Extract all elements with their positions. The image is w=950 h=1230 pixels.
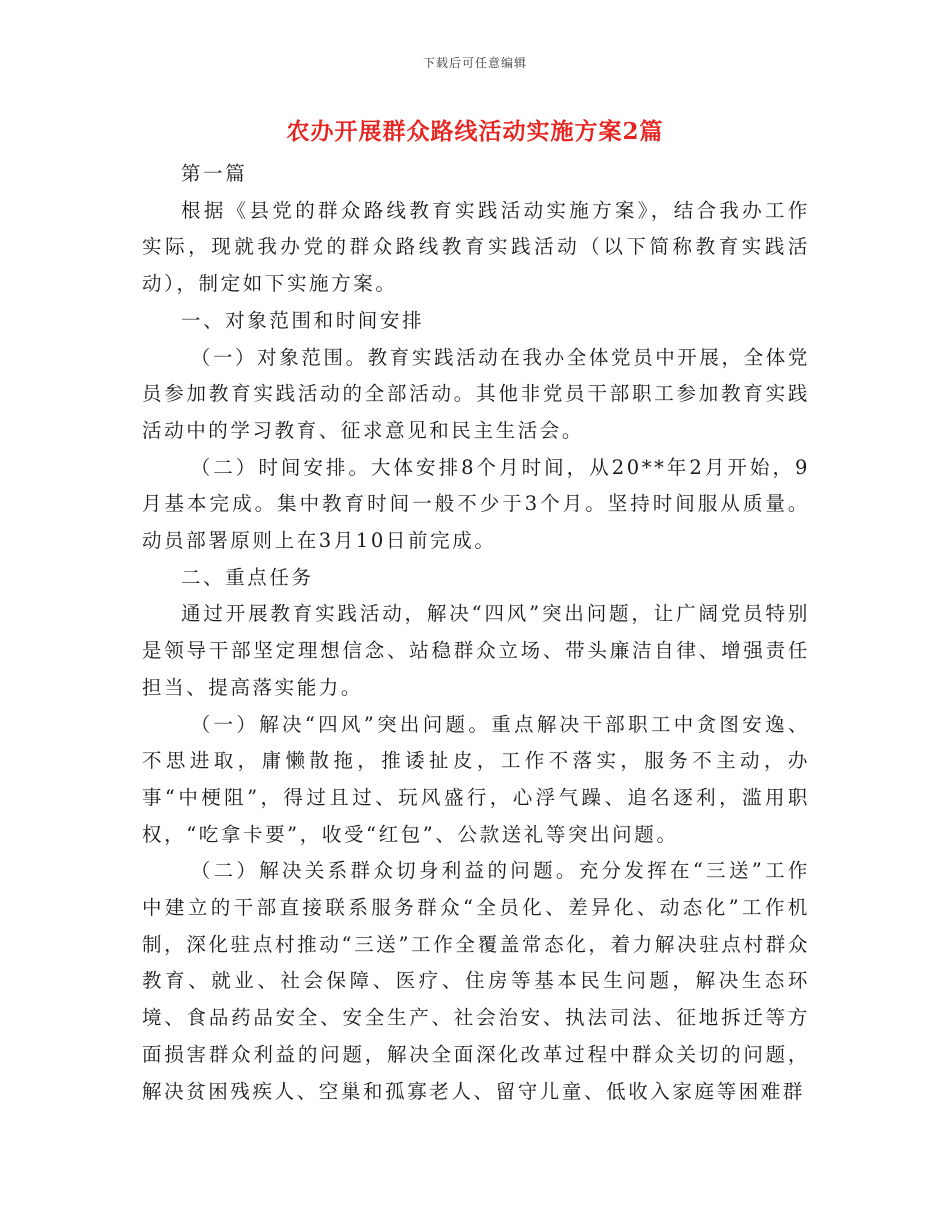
body-paragraph: （一）解决“四风”突出问题。重点解决干部职工中贪图安逸、不思进取，庸懒散拖，推诿扯皮，工作不落实，服务不主动，办事“中梗阻”，得过且过、玩风盛行，心浮气躁、追名逐利，滥用职权，“吃拿卡要”，收受“红包”、公款送礼等突出问题。	[142, 712, 810, 846]
document-title: 农办开展群众路线活动实施方案2篇	[286, 118, 664, 145]
body-paragraph: 根据《县党的群众路线教育实践活动实施方案》，结合我办工作实际，现就我办党的群众路线教育实践活动（以下简称教育实践活动），制定如下实施方案。	[142, 198, 810, 296]
header-note: 下载后可任意编辑	[422, 56, 527, 70]
body-paragraph: （一）对象范围。教育实践活动在我办全体党员中开展，全体党员参加教育实践活动的全部活动。其他非党员干部职工参加教育实践活动中的学习教育、征求意见和民主生活会。	[142, 345, 810, 442]
section-heading: 一、对象范围和时间安排	[181, 308, 425, 332]
body-paragraph: （二）解决关系群众切身利益的问题。充分发挥在“三送”工作中建立的干部直接联系服务群众“全员化、差异化、动态化”工作机制，深化驻点村推动“三送”工作全覆盖常态化，着力解决驻点村群众教育、就业、社会保障、医疗、住房等基本民生问题，解决生态环境、食品药品安全、安全生产、社会治安、执法司法、征地拆迁等方面损害群众利益的问题，解决全面深化改革过程中群众关切的问题，解决贫困残疾人、空巢和孤寡老人、留守儿童、低收入家庭等困难群	[142, 859, 810, 1103]
document-body	[142, 156, 810, 1110]
section-label: 第一篇	[181, 162, 248, 185]
body-paragraph: （二）时间安排。大体安排8个月时间，从20**年2月开始，9月基本完成。集中教育时间一般不少于3个月。坚持时间服从质量。动员部署原则上在3月10日前完成。	[142, 455, 810, 553]
body-paragraph: 通过开展教育实践活动，解决“四风”突出问题，让广阔党员特别是领导干部坚定理想信念、站稳群众立场、带头廉洁自律、增强责任担当、提高落实能力。	[142, 602, 810, 699]
section-heading: 二、重点任务	[181, 565, 314, 589]
